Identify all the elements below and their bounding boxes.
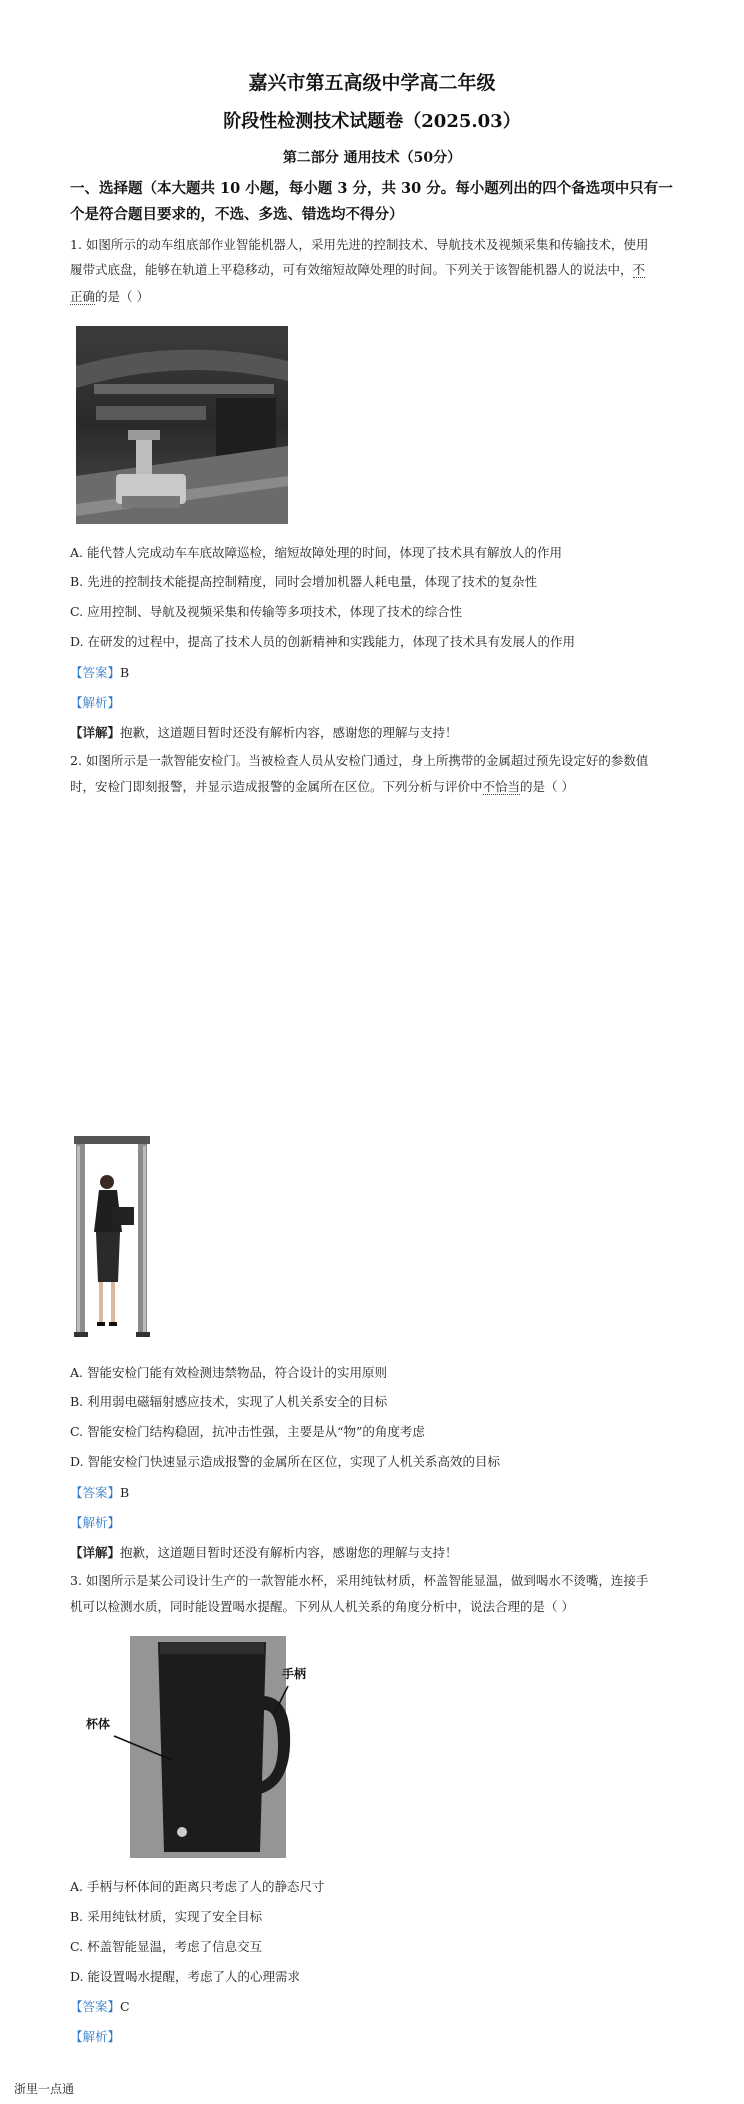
q3-answer-value: C [120, 1999, 130, 2014]
q2-detail-text: 抱歉，这道题目暂时还没有解析内容，感谢您的理解与支持！ [120, 1545, 458, 1560]
q2-option-b: B. 利用弱电磁辐射感应技术，实现了人机关系安全的目标 [70, 1394, 388, 1409]
q1-emphasis-not: 不 [632, 262, 646, 277]
q1-answer-value: B [120, 665, 130, 680]
q1-stem-line3-text: 的是（ ） [95, 289, 149, 304]
section-heading-line2: 个是符合题目要求的，不选、多选、错选均不得分） [70, 206, 404, 223]
q3-smart-cup-photo [78, 1636, 318, 1858]
q1-option-c: C. 应用控制、导航及视频采集和传输等多项技术，体现了技术的综合性 [70, 604, 463, 619]
q2-detail [70, 1544, 458, 1562]
q3-option-c: C. 杯盖智能显温，考虑了信息交互 [70, 1939, 263, 1954]
q1-stem-line3 [70, 288, 149, 306]
q2-stem-line2-tail: 的是（ ） [520, 779, 575, 794]
q1-option-d: D. 在研发的过程中，提高了技术人员的创新精神和实践能力，体现了技术具有发展人的作用 [70, 634, 576, 649]
q2-analysis-label: 【解析】 [70, 1515, 121, 1530]
section-heading-line1: 一、选择题（本大题共 10 小题，每小题 3 分，共 30 分。每小题列出的四个备选项中只有一 [70, 180, 673, 197]
part-title: 第二部分 通用技术（50分） [282, 150, 462, 166]
q2-answer [70, 1484, 129, 1502]
q1-analysis-label: 【解析】 [70, 695, 121, 710]
q2-answer-label: 【答案】 [70, 1485, 121, 1500]
q2-stem-line2 [70, 778, 574, 796]
q3-answer-label: 【答案】 [70, 1999, 121, 2014]
q2-option-a: A. 智能安检门能有效检测违禁物品，符合设计的实用原则 [70, 1365, 387, 1380]
q3-stem-line2: 机可以检测水质，同时能设置喝水提醒。下列从人机关系的角度分析中，说法合理的是（ ） [70, 1599, 574, 1614]
q1-answer [70, 664, 129, 682]
q1-stem-line1: 1. 如图所示的动车组底部作业智能机器人，采用先进的控制技术、导航技术及视频采集和传输技术，使用 [70, 237, 649, 252]
q2-detail-label: 【详解】 [70, 1545, 121, 1560]
q1-robot-photo [76, 326, 288, 524]
q1-detail-text: 抱歉，这道题目暂时还没有解析内容，感谢您的理解与支持！ [120, 725, 458, 740]
q2-option-c: C. 智能安检门结构稳固，抗冲击性强，主要是从“物”的角度考虑 [70, 1424, 425, 1439]
q1-detail-label: 【详解】 [70, 725, 121, 740]
q3-option-a: A. 手柄与杯体间的距离只考虑了人的静态尺寸 [70, 1879, 325, 1894]
cup-handle-label: 手柄 [282, 1667, 307, 1681]
q2-option-d: D. 智能安检门快速显示造成报警的金属所在区位，实现了人机关系高效的目标 [70, 1454, 501, 1469]
q2-answer-value: B [120, 1485, 130, 1500]
q1-option-b: B. 先进的控制技术能提高控制精度，同时会增加机器人耗电量，体现了技术的复杂性 [70, 574, 538, 589]
q2-emphasis-improper: 不恰当 [482, 779, 521, 794]
footer-source: 浙里一点通 [14, 2082, 75, 2096]
q1-answer-label: 【答案】 [70, 665, 121, 680]
q3-stem-line1: 3. 如图所示是某公司设计生产的一款智能水杯，采用纯钛材质，杯盖智能显温，做到喝水不烫嘴，连接手 [70, 1573, 649, 1588]
q2-stem-line2-text: 时，安检门即刻报警，并显示造成报警的金属所在区位。下列分析与评价中 [70, 779, 483, 794]
cup-body-label: 杯体 [86, 1717, 111, 1731]
q1-detail [70, 724, 458, 742]
school-title: 嘉兴市第五高级中学高二年级 [248, 72, 496, 94]
q1-stem-line2-text: 履带式底盘，能够在轨道上平稳移动，可有效缩短故障处理的时间。下列关于该智能机器人的说法中， [70, 262, 633, 277]
q3-option-d: D. 能设置喝水提醒，考虑了人的心理需求 [70, 1969, 301, 1984]
q3-option-b: B. 采用纯钛材质，实现了安全目标 [70, 1909, 263, 1924]
exam-title: 阶段性检测技术试题卷（2025.03） [223, 111, 521, 132]
q2-security-gate-photo [72, 1132, 152, 1340]
q3-answer [70, 1998, 130, 2016]
q3-analysis-label: 【解析】 [70, 2029, 121, 2044]
q1-stem-line2 [70, 261, 645, 279]
q1-emphasis-correct: 正确 [70, 289, 96, 304]
q1-option-a: A. 能代替人完成动车车底故障巡检，缩短故障处理的时间，体现了技术具有解放人的作用 [70, 545, 562, 560]
q2-stem-line1: 2. 如图所示是一款智能安检门。当被检查人员从安检门通过，身上所携带的金属超过预先设定好的参数值 [70, 753, 649, 768]
